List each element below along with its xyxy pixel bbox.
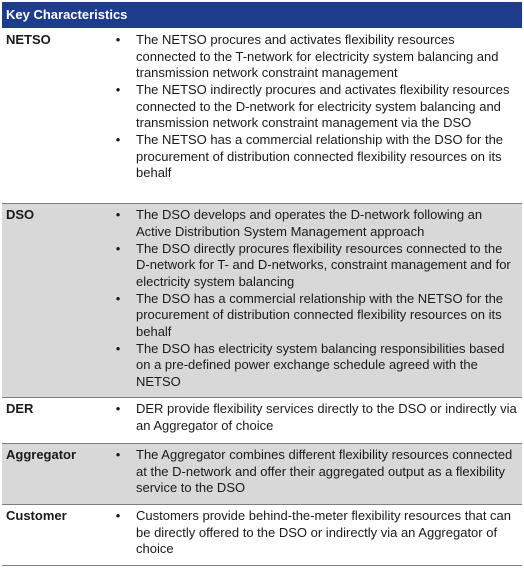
list-item-text: The Aggregator combines different flexibility resources connected at the D-network and offer their aggregated output as a flexibility service to the DSO bbox=[136, 447, 513, 495]
table-row-aggregator bbox=[2, 444, 522, 505]
bullet-icon: • bbox=[115, 207, 121, 222]
list-item bbox=[106, 82, 522, 132]
list-item bbox=[106, 291, 522, 341]
row-key: DSO bbox=[6, 207, 35, 222]
list-item bbox=[106, 508, 522, 558]
list-item bbox=[106, 341, 522, 391]
bullet-icon: • bbox=[115, 240, 121, 256]
list-item-text: DER provide flexibility services directly to the DSO or indirectly via an Aggregator of choice bbox=[136, 401, 517, 433]
list-item-text: The NETSO procures and activates flexibility resources connected to the T-network for electricity system balancing and transmission network constraint management bbox=[136, 32, 499, 80]
list-item-text: The DSO directly procures flexibility resources connected to the D-network for T- and D-networks, constraint management and for electricity system balancing bbox=[136, 240, 511, 289]
list-item bbox=[106, 207, 522, 240]
table-row-dso bbox=[2, 204, 522, 398]
row-items bbox=[106, 32, 522, 199]
list-item-text: The DSO has a commercial relationship with the NETSO for the procurement of distribution connected flexibility resources on its behalf bbox=[136, 290, 504, 339]
table-row-netso bbox=[2, 28, 522, 204]
bullet-icon: • bbox=[115, 132, 121, 147]
row-items bbox=[106, 401, 522, 439]
list-item bbox=[106, 32, 522, 82]
bullet-icon: • bbox=[115, 447, 121, 462]
bullet-icon: • bbox=[115, 401, 121, 416]
list-item-text: Customers provide behind-the-meter flexibility resources that can be directly offered to the DSO or indirectly via an Aggregator of choice bbox=[136, 508, 512, 556]
bullet-icon: • bbox=[115, 82, 121, 97]
bullet-icon: • bbox=[115, 32, 121, 47]
row-key: NETSO bbox=[6, 32, 51, 47]
list-item bbox=[106, 401, 522, 434]
table-header: Key Characteristics bbox=[2, 2, 522, 28]
row-key: Aggregator bbox=[6, 447, 77, 462]
list-item-text: The NETSO indirectly procures and activates flexibility resources connected to the D-network for electricity system balancing and transmission network constraint management via the DSO bbox=[136, 82, 510, 130]
row-key: Customer bbox=[6, 508, 67, 523]
table-row-der bbox=[2, 398, 522, 444]
list-item-text: The NETSO has a commercial relationship with the DSO for the procurement of distribution connected flexibility resources on its behalf bbox=[136, 132, 504, 180]
list-item-text: The DSO has electricity system balancing responsibilities based on a pre-defined power exchange schedule agreed with the NETSO bbox=[136, 340, 505, 389]
list-item-text: The DSO develops and operates the D-network following an Active Distribution System Management approach bbox=[136, 207, 483, 239]
table-row-customer bbox=[2, 505, 522, 566]
bullet-icon: • bbox=[115, 508, 121, 523]
row-key: DER bbox=[6, 401, 34, 416]
list-item bbox=[106, 241, 522, 291]
bullet-icon: • bbox=[115, 290, 121, 306]
list-item bbox=[106, 447, 522, 497]
bullet-icon: • bbox=[115, 340, 121, 356]
row-items bbox=[106, 508, 522, 561]
list-item bbox=[106, 132, 522, 182]
row-items bbox=[106, 207, 522, 393]
key-characteristics-table bbox=[2, 2, 522, 566]
row-items bbox=[106, 447, 522, 500]
